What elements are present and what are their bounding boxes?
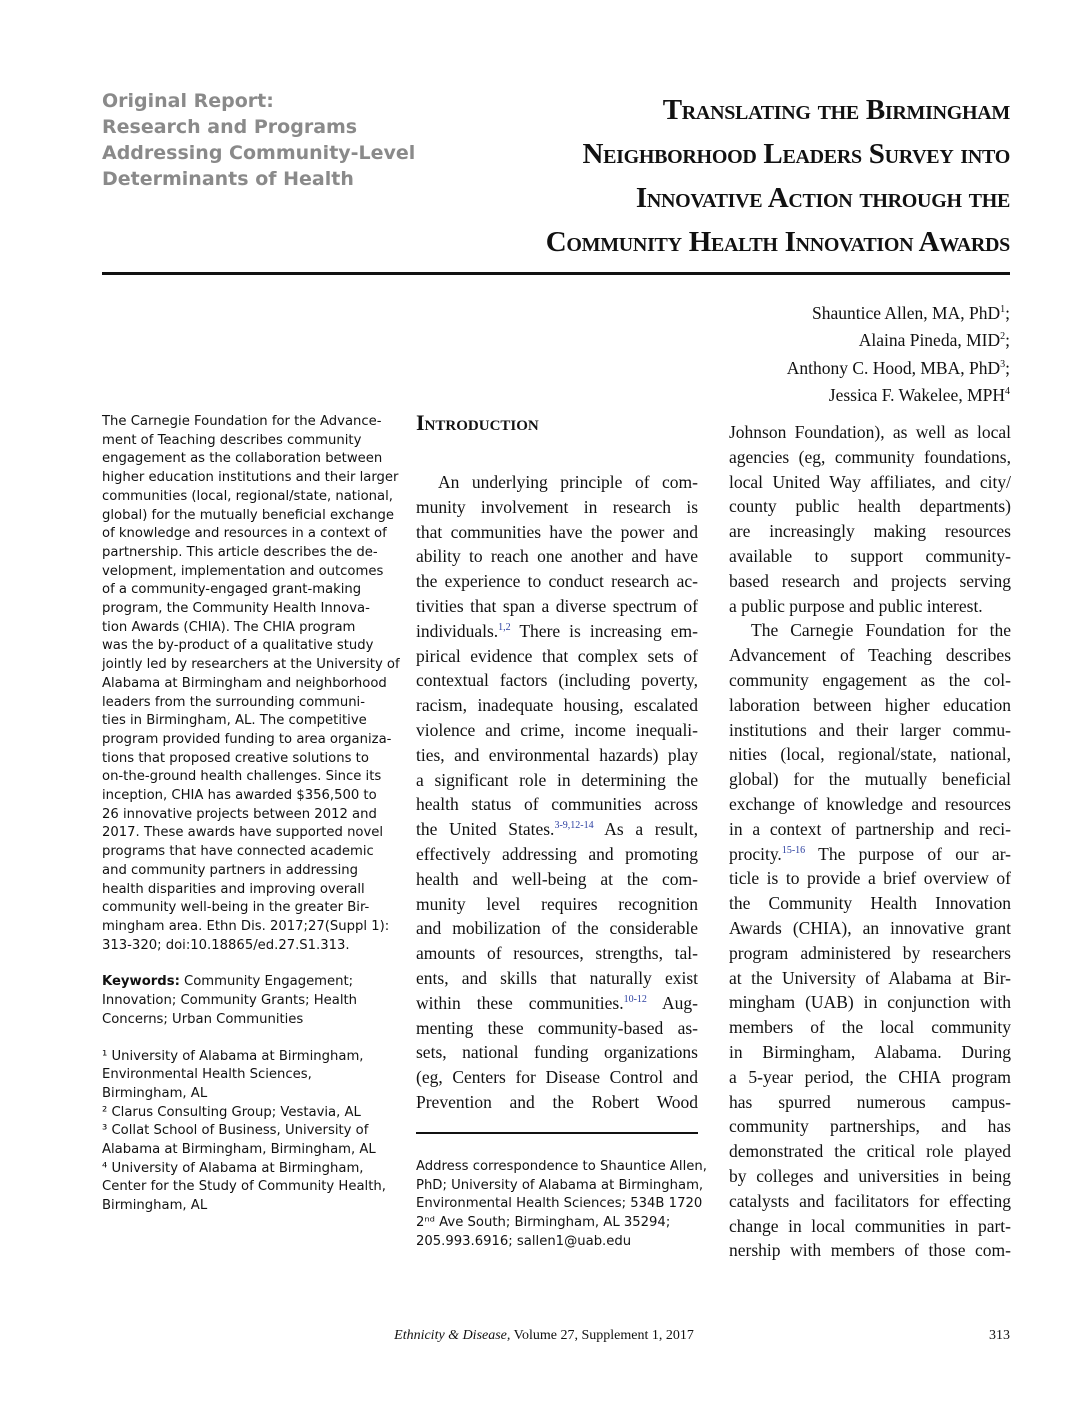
citation-reference[interactable]: 1,2 — [498, 621, 511, 633]
text-line: violence and crime, income inequali- — [416, 719, 698, 740]
author-line: Jessica F. Wakelee, MPH$^4$ — [828, 384, 1010, 405]
correspondence-line: 205.993.6916; sallen1@uab.edu — [416, 1233, 632, 1249]
correspondence-line: 2ⁿᵈ Ave South; Birmingham, AL 35294; — [416, 1215, 671, 1231]
abstract-line: and community partners in addressing — [102, 862, 358, 878]
text-line: the United States.$^{3-9,12-14}$ As a result, — [416, 819, 698, 840]
author-list — [610, 298, 1010, 407]
text-line: community partnerships, and has — [729, 1116, 1011, 1137]
abstract-line: ties in Birmingham, AL. The competitive — [102, 713, 367, 729]
category-line: Determinants of Health — [102, 168, 354, 190]
author-line: Anthony C. Hood, MBA, PhD$^3$; — [786, 357, 1010, 378]
text-line: a public purpose and public interest. — [729, 595, 983, 616]
affiliation-line: ³ Collat School of Business, University of — [102, 1123, 369, 1139]
section-heading-introduction: Introduction — [416, 410, 539, 435]
abstract-line: ment of Teaching describes community — [102, 432, 362, 448]
text-line: that communities have the power and — [416, 521, 698, 542]
correspondence-line: Address correspondence to Shauntice Allen, — [416, 1159, 707, 1174]
text-line: global) for the mutually beneficial — [729, 769, 1011, 790]
abstract-line: communities (local, regional/state, national, — [102, 488, 393, 504]
text-line: institutions and their larger commu- — [729, 719, 1011, 740]
abstract-line: The Carnegie Foundation for the Advance- — [102, 414, 382, 429]
citation-reference[interactable]: 3-9,12-14 — [554, 820, 594, 832]
citation-reference[interactable]: 10-12 — [623, 993, 647, 1005]
category-line: Research and Programs — [102, 116, 358, 138]
abstract-line: jointly led by researchers at the University of — [102, 657, 400, 673]
abstract-line: global) for the mutually beneficial exchange — [102, 507, 394, 523]
abstract-line: on-the-ground health challenges. Since its — [102, 769, 382, 785]
title-line: Innovative Action through the — [635, 182, 1010, 214]
text-line: exchange of knowledge and resources — [729, 793, 1011, 814]
text-line: pirical evidence that complex sets of — [416, 645, 698, 666]
correspondence-divider — [416, 1132, 698, 1134]
correspondence-line: Environmental Health Sciences; 534B 1720 — [416, 1196, 703, 1212]
abstract-line: 26 innovative projects between 2012 and — [102, 806, 377, 822]
affiliation-line: Alabama at Birmingham, Birmingham, AL — [102, 1142, 376, 1158]
body-column-left — [416, 470, 698, 1115]
category-line: Original Report: — [102, 90, 274, 112]
text-line: Advancement of Teaching describes — [729, 645, 1011, 666]
text-line: based research and projects serving — [729, 570, 1011, 591]
text-line: ticle is to provide a brief overview of — [729, 868, 1011, 889]
title-divider — [102, 272, 1010, 275]
text-line: change in local communities in part- — [729, 1215, 1011, 1236]
abstract-line: leaders from the surrounding communi- — [102, 694, 365, 710]
correspondence-line: PhD; University of Alabama at Birmingham, — [416, 1177, 704, 1193]
text-line: by colleges and universities in being — [729, 1165, 1011, 1186]
text-line: local United Way affiliates, and city/ — [729, 471, 1011, 492]
abstract-line: inception, CHIA has awarded $356,500 to — [102, 788, 377, 804]
text-line: the Community Health Innovation — [729, 893, 1011, 914]
text-line: members of the local community — [729, 1017, 1011, 1038]
text-line: racism, inadequate housing, escalated — [416, 695, 698, 716]
text-line: sets, national funding organizations — [416, 1042, 698, 1063]
text-line: program administered by researchers — [729, 942, 1011, 963]
text-line: nership with members of those com- — [729, 1240, 1011, 1261]
abstract-line: was the by-product of a qualitative study — [102, 638, 374, 654]
keywords-label: Keywords: — [102, 974, 180, 990]
text-line: available to support community- — [729, 545, 1011, 566]
text-line: effectively addressing and promoting — [416, 843, 698, 864]
abstract-line: of a community-engaged grant-making — [102, 582, 362, 598]
correspondence-note — [416, 1158, 716, 1252]
text-line: An underlying principle of com- — [438, 472, 698, 492]
text-line: health and well-being at the com- — [416, 868, 698, 889]
text-line: laboration between higher education — [729, 694, 1011, 715]
citation-reference[interactable]: 15-16 — [781, 844, 806, 856]
title-line: Community Health Innovation Awards — [545, 226, 1010, 258]
text-line: community engagement as the col- — [729, 669, 1011, 690]
abstract-line: higher education institutions and their larger — [102, 470, 399, 486]
title-line: Neighborhood Leaders Survey into — [582, 138, 1010, 170]
abstract-line: community well-being in the greater Bir- — [102, 900, 370, 916]
text-line: has spurred numerous campus- — [729, 1091, 1011, 1112]
text-line: contextual factors (including poverty, — [416, 670, 698, 691]
title-line: Translating the Birmingham — [662, 94, 1010, 126]
article-category — [102, 88, 416, 192]
text-line: demonstrated the critical role played — [729, 1141, 1011, 1162]
text-line: Prevention and the Robert Wood — [416, 1091, 698, 1112]
text-line: health status of communities across — [416, 794, 698, 815]
text-line: in Birmingham, Alabama. During — [729, 1041, 1011, 1062]
abstract-line: programs that have connected academic — [102, 844, 374, 860]
abstract-text — [102, 413, 400, 955]
affiliation-line: Birmingham, AL — [102, 1198, 208, 1214]
text-line: (eg, Centers for Disease Control and — [416, 1067, 698, 1088]
text-line: individuals.$^{1,2}$ There is increasing em- — [416, 620, 698, 641]
keywords: Keywords: Community Engagement; Innovation; Community Grants; Health Concerns; Urban Communities — [102, 974, 358, 1027]
affiliation-line: Environmental Health Sciences, — [102, 1067, 312, 1083]
abstract-line: mingham area. Ethn Dis. 2017;27(Suppl 1): — [102, 918, 390, 934]
article-title — [410, 88, 1010, 264]
abstract-line: of knowledge and resources in a context of — [102, 526, 387, 542]
text-line: county public health departments) — [729, 496, 1011, 517]
abstract-line: 2017. These awards have supported novel — [102, 825, 384, 841]
text-line: mingham (UAB) in conjunction with — [729, 992, 1011, 1013]
affiliation-line: Birmingham, AL — [102, 1085, 208, 1101]
page-number: 313 — [989, 1328, 1010, 1343]
text-line: menting these community-based as- — [416, 1017, 698, 1038]
text-line: The Carnegie Foundation for the — [751, 620, 1011, 641]
abstract-line: partnership. This article describes the de- — [102, 544, 378, 560]
abstract-line: velopment, implementation and outcomes — [102, 563, 384, 579]
text-line: ties, and environmental hazards) play — [416, 744, 698, 765]
text-line: a significant role in determining the — [416, 769, 698, 790]
footer-journal-citation: Ethnicity & Disease, Volume 27, Supplement 1, 2017 — [394, 1328, 694, 1343]
text-line: munity involvement in research is — [416, 496, 698, 517]
affiliation-line: Center for the Study of Community Health, — [102, 1179, 386, 1195]
text-line: agencies (eg, community foundations, — [729, 446, 1011, 467]
abstract-line: health disparities and improving overall — [102, 881, 365, 897]
body-column-right — [729, 420, 1011, 1263]
text-line: the experience to conduct research ac- — [416, 571, 698, 592]
text-line: amounts of resources, strengths, tal- — [416, 943, 698, 964]
text-line: ability to reach one another and have — [416, 546, 698, 567]
text-line: catalysts and facilitators for effecting — [729, 1190, 1011, 1211]
text-line: Johnson Foundation), as well as local — [729, 422, 1011, 442]
abstract-line: program, the Community Health Innova- — [102, 601, 370, 617]
abstract-line: engagement as the collaboration between — [102, 451, 383, 467]
text-line: and mobilization of the considerable — [416, 918, 698, 939]
text-line: procity.$^{15-16}$ The purpose of our ar- — [729, 843, 1011, 864]
abstract-line: program provided funding to area organiza- — [102, 731, 392, 747]
text-line: nities (local, regional/state, national, — [729, 744, 1011, 765]
text-line: in a context of partnership and reci- — [729, 818, 1011, 839]
abstract-line: 313-320; doi:10.18865/ed.27.S1.313. — [102, 937, 350, 953]
affiliation-line: ² Clarus Consulting Group; Vestavia, AL — [102, 1104, 361, 1120]
text-line: Awards (CHIA), an innovative grant — [729, 917, 1011, 938]
affiliations — [102, 1048, 388, 1216]
text-line: at the University of Alabama at Bir- — [729, 967, 1011, 988]
abstract-line: tions that proposed creative solutions to — [102, 750, 369, 766]
text-line: within these communities.$^{10-12}$ Aug- — [416, 992, 698, 1013]
author-line: Alaina Pineda, MID$^2$; — [858, 330, 1010, 351]
text-line: are increasingly making resources — [729, 521, 1011, 542]
author-line: Shauntice Allen, MA, PhD$^1$; — [812, 302, 1010, 323]
text-line: ents, and skills that naturally exist — [416, 967, 698, 988]
text-line: a 5-year period, the CHIA program — [729, 1066, 1011, 1087]
affiliation-line: ⁴ University of Alabama at Birmingham, — [102, 1160, 364, 1176]
abstract-line: Alabama at Birmingham and neighborhood — [102, 675, 387, 691]
text-line: tivities that span a diverse spectrum of — [416, 595, 698, 616]
text-line: munity level requires recognition — [416, 893, 698, 914]
abstract-line: tion Awards (CHIA). The CHIA program — [102, 619, 356, 635]
abstract-sidebar — [102, 413, 400, 1216]
category-line: Addressing Community-Level — [102, 142, 416, 164]
affiliation-line: ¹ University of Alabama at Birmingham, — [102, 1048, 364, 1064]
